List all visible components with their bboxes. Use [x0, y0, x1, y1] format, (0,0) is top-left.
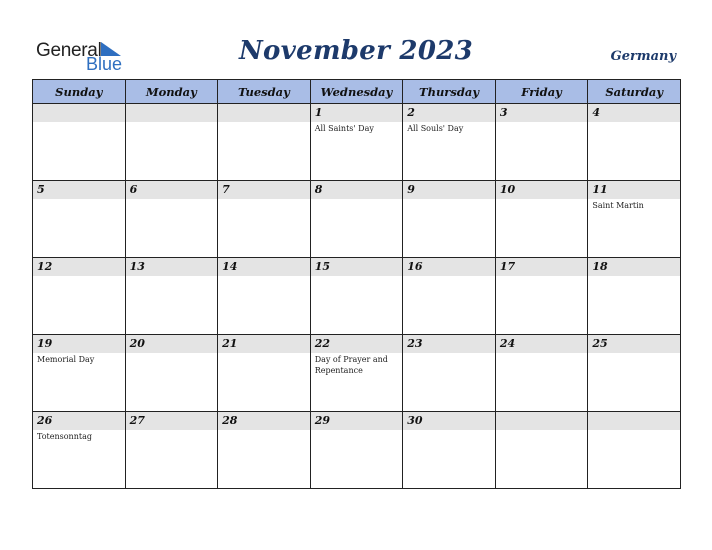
- holiday-label: [496, 122, 588, 123]
- day-cell: [310, 258, 403, 335]
- country-label: Germany: [610, 49, 676, 64]
- day-cell: [403, 104, 496, 181]
- day-cell: [310, 104, 403, 181]
- day-cell: [125, 335, 218, 412]
- day-number-band: [403, 181, 495, 199]
- day-number-band: [33, 258, 125, 276]
- day-number-band: [311, 181, 403, 199]
- day-number: 25: [592, 337, 608, 350]
- day-number: 1: [314, 106, 323, 119]
- holiday-label: [588, 122, 680, 123]
- day-cell: [218, 412, 311, 489]
- day-number: 2: [407, 106, 415, 119]
- day-number-band: [588, 181, 680, 199]
- holiday-label: [218, 430, 310, 431]
- day-number: 24: [499, 337, 516, 350]
- day-number-band: [588, 412, 680, 430]
- holiday-label: [403, 353, 495, 354]
- day-cell: [495, 104, 588, 181]
- day-number: 6: [129, 183, 138, 196]
- holiday-label: [218, 122, 310, 123]
- day-cell: [125, 104, 218, 181]
- day-number: 21: [222, 337, 238, 350]
- holiday-label: [126, 430, 218, 431]
- holiday-label: [496, 276, 588, 277]
- day-number: 23: [407, 337, 423, 350]
- day-number-band: [126, 335, 218, 353]
- holiday-label: [33, 122, 125, 123]
- day-number-band: [588, 258, 680, 276]
- day-cell: [403, 258, 496, 335]
- day-number: 7: [222, 183, 230, 196]
- day-number-band: [403, 104, 495, 122]
- day-number: 27: [129, 414, 145, 427]
- day-cell: [218, 104, 311, 181]
- day-cell: [495, 258, 588, 335]
- day-cell: [33, 104, 126, 181]
- day-number-band: [311, 335, 403, 353]
- holiday-label: [311, 430, 403, 431]
- holiday-label: [126, 199, 218, 200]
- day-number-band: [126, 412, 218, 430]
- holiday-label: Day of Prayer and Repentance: [314, 355, 388, 375]
- day-number-band: [218, 258, 310, 276]
- day-number-band: [403, 412, 495, 430]
- day-number-band: [496, 104, 588, 122]
- day-cell: [588, 181, 681, 258]
- day-cell: [33, 412, 126, 489]
- holiday-label: [126, 122, 218, 123]
- holiday-label: Saint Martin: [592, 201, 644, 210]
- week-row: [33, 258, 681, 335]
- holiday-label: Totensonntag: [37, 432, 92, 441]
- holiday-label: All Souls' Day: [407, 124, 464, 133]
- day-number: 26: [37, 414, 53, 427]
- day-cell: [588, 258, 681, 335]
- day-number: 10: [499, 183, 516, 196]
- day-number-band: [311, 104, 403, 122]
- logo-blue-text: Blue: [86, 54, 123, 74]
- day-cell: [310, 335, 403, 412]
- day-number-band: [33, 104, 125, 122]
- holiday-label: [311, 276, 403, 277]
- day-number-band: [126, 104, 218, 122]
- day-cell: [218, 181, 311, 258]
- day-cell: [33, 335, 126, 412]
- day-number: 8: [314, 183, 323, 196]
- day-cell: [403, 335, 496, 412]
- day-number-band: [311, 258, 403, 276]
- day-number-band: [218, 412, 310, 430]
- day-cell: [218, 258, 311, 335]
- weekday-header: Monday: [125, 80, 218, 104]
- day-cell: [218, 335, 311, 412]
- holiday-label: [403, 199, 495, 200]
- holiday-label: [496, 430, 588, 431]
- weekday-header: Thursday: [403, 80, 496, 104]
- holiday-label: [218, 276, 310, 277]
- day-number-band: [403, 258, 495, 276]
- day-number: 20: [129, 337, 145, 350]
- day-number-band: [33, 335, 125, 353]
- weekday-header: Friday: [495, 80, 588, 104]
- holiday-label: [588, 276, 680, 277]
- day-number: 18: [592, 260, 608, 273]
- holiday-label: [33, 199, 125, 200]
- day-number-band: [218, 181, 310, 199]
- day-number: 28: [222, 414, 238, 427]
- day-number: 12: [37, 260, 53, 273]
- holiday-label: [496, 353, 588, 354]
- day-number-band: [126, 258, 218, 276]
- holiday-label: [126, 353, 218, 354]
- day-number-band: [588, 104, 680, 122]
- day-number: 30: [407, 414, 423, 427]
- holiday-label: [126, 276, 218, 277]
- day-cell: [310, 181, 403, 258]
- holiday-label: [218, 199, 310, 200]
- day-number-band: [588, 335, 680, 353]
- day-number-band: [403, 335, 495, 353]
- day-number: 17: [499, 260, 516, 273]
- weekday-header: Sunday: [33, 80, 126, 104]
- day-cell: [403, 412, 496, 489]
- weekday-header: Wednesday: [310, 80, 403, 104]
- day-cell: [125, 412, 218, 489]
- day-number: 22: [314, 337, 330, 350]
- day-cell: [588, 412, 681, 489]
- day-number: 15: [314, 260, 330, 273]
- weekday-header: Saturday: [588, 80, 681, 104]
- day-number: 3: [499, 106, 508, 119]
- day-cell: [588, 104, 681, 181]
- calendar-grid: [32, 79, 681, 489]
- day-number: 29: [314, 414, 330, 427]
- holiday-label: [218, 353, 310, 354]
- weekday-header: Tuesday: [218, 80, 311, 104]
- holiday-label: [403, 430, 495, 431]
- day-cell: [403, 181, 496, 258]
- holiday-label: Memorial Day: [37, 355, 95, 364]
- day-number-band: [218, 335, 310, 353]
- week-row: [33, 104, 681, 181]
- day-cell: [495, 181, 588, 258]
- holiday-label: [403, 276, 495, 277]
- day-number-band: [496, 181, 588, 199]
- day-number-band: [33, 412, 125, 430]
- day-cell: [33, 181, 126, 258]
- day-number-band: [218, 104, 310, 122]
- day-number-band: [496, 412, 588, 430]
- day-number: 5: [37, 183, 45, 196]
- day-cell: [495, 412, 588, 489]
- week-row: [33, 412, 681, 489]
- day-cell: [125, 258, 218, 335]
- weekday-header-row: [33, 80, 681, 104]
- holiday-label: All Saints' Day: [314, 124, 374, 133]
- week-row: [33, 181, 681, 258]
- day-cell: [588, 335, 681, 412]
- day-cell: [33, 258, 126, 335]
- day-number: 13: [129, 260, 145, 273]
- day-number-band: [311, 412, 403, 430]
- holiday-label: [588, 353, 680, 354]
- day-number: 9: [407, 183, 415, 196]
- day-number: 4: [592, 106, 601, 119]
- day-cell: [495, 335, 588, 412]
- day-number: 16: [407, 260, 423, 273]
- page-title: November 2023: [238, 36, 473, 66]
- holiday-label: [496, 199, 588, 200]
- day-cell: [310, 412, 403, 489]
- day-number-band: [496, 258, 588, 276]
- day-cell: [125, 181, 218, 258]
- holiday-label: [588, 430, 680, 431]
- day-number: 14: [222, 260, 238, 273]
- day-number-band: [496, 335, 588, 353]
- day-number-band: [33, 181, 125, 199]
- week-row: [33, 335, 681, 412]
- holiday-label: [33, 276, 125, 277]
- logo-general-text: General: [36, 40, 102, 61]
- day-number: 11: [592, 183, 608, 196]
- day-number-band: [126, 181, 218, 199]
- holiday-label: [311, 199, 403, 200]
- day-number: 19: [37, 337, 53, 350]
